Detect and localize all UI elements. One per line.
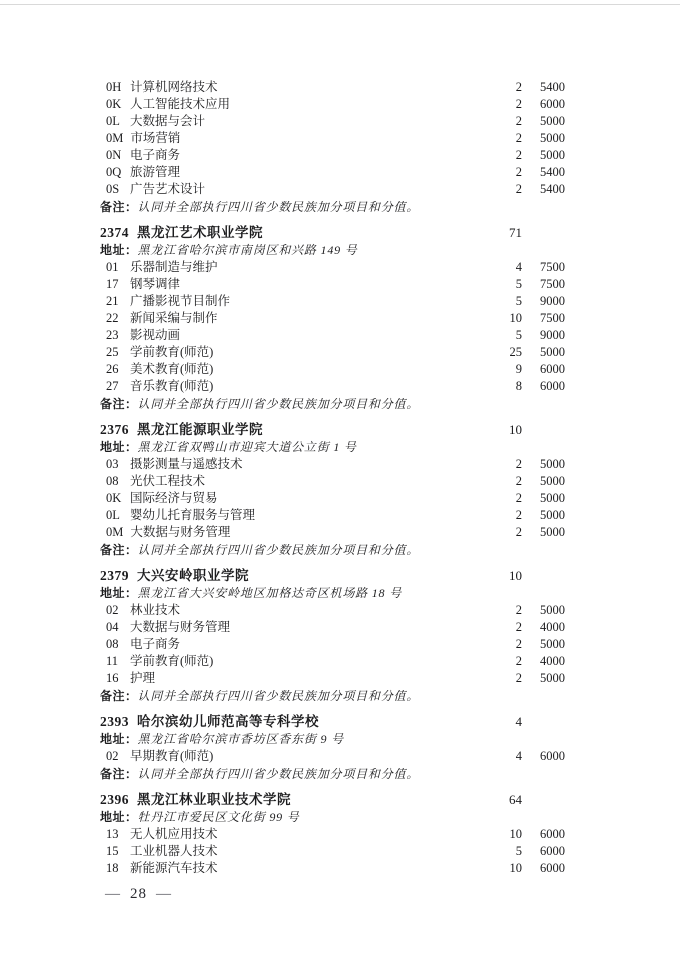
program-title (106, 826, 480, 843)
footer-right-dash: — (156, 886, 172, 902)
program-row (100, 670, 565, 687)
program-code: 22 (106, 311, 119, 325)
program-list (100, 748, 565, 765)
program-code: 0M (106, 525, 124, 539)
program-row (100, 96, 565, 113)
program-row (100, 860, 565, 877)
program-fee: 4000 (540, 654, 565, 668)
program-row (100, 181, 565, 198)
program-fee: 5000 (540, 114, 565, 128)
institution-name: 黑龙江能源职业学院 (137, 422, 263, 437)
program-code: 0Q (106, 165, 122, 179)
program-plan-count: 5 (515, 328, 522, 342)
program-title (106, 96, 480, 113)
program-code: 08 (106, 474, 119, 488)
program-name: 国际经济与贸易 (130, 491, 218, 505)
program-row (100, 147, 565, 164)
admission-plan-list (100, 79, 565, 877)
program-title (106, 79, 480, 96)
program-name: 早期教育(师范) (130, 749, 214, 763)
institution-address-row (100, 809, 565, 826)
program-row (100, 826, 565, 843)
program-row (100, 619, 565, 636)
program-list (100, 456, 565, 541)
institution-code: 2374 (100, 225, 129, 240)
program-title (106, 490, 480, 507)
institution-title (100, 567, 480, 585)
institution-header (100, 567, 565, 585)
program-name: 计算机网络技术 (130, 80, 218, 94)
program-title (106, 524, 480, 541)
program-name: 电子商务 (130, 148, 181, 162)
institution-total-count: 10 (509, 568, 522, 583)
program-title (106, 344, 480, 361)
program-code: 25 (106, 345, 119, 359)
institution-section (100, 713, 565, 783)
program-name: 钢琴调律 (130, 277, 181, 291)
program-plan-count: 4 (515, 260, 522, 274)
program-plan-count: 9 (515, 362, 522, 376)
program-code: 27 (106, 379, 119, 393)
note-value: 认同并全部执行四川省少数民族加分项目和分值。 (137, 767, 420, 781)
program-plan-count: 2 (515, 671, 522, 685)
institution-note-row (100, 541, 565, 559)
program-title (106, 636, 480, 653)
program-fee: 5000 (540, 508, 565, 522)
program-fee: 5400 (540, 182, 565, 196)
program-name: 大数据与会计 (130, 114, 206, 128)
program-name: 无人机应用技术 (130, 827, 218, 841)
program-code: 02 (106, 603, 119, 617)
institution-section (100, 421, 565, 559)
program-fee: 5000 (540, 131, 565, 145)
institution-header (100, 713, 565, 731)
program-row (100, 490, 565, 507)
program-name: 音乐教育(师范) (130, 379, 214, 393)
program-row (100, 843, 565, 860)
program-plan-count: 2 (515, 131, 522, 145)
program-title (106, 843, 480, 860)
program-code: 15 (106, 844, 119, 858)
program-name: 工业机器人技术 (130, 844, 218, 858)
program-name: 大数据与财务管理 (130, 525, 231, 539)
program-row (100, 79, 565, 96)
program-code: 0K (106, 97, 122, 111)
institution-address-row (100, 585, 565, 602)
address-label: 地址： (100, 586, 138, 600)
program-plan-count: 2 (515, 114, 522, 128)
program-list (100, 259, 565, 395)
page-number: 28 (130, 886, 147, 902)
program-plan-count: 5 (515, 294, 522, 308)
program-title (106, 293, 480, 310)
program-code: 04 (106, 620, 119, 634)
program-fee: 5000 (540, 491, 565, 505)
program-plan-count: 2 (515, 525, 522, 539)
program-title (106, 860, 480, 877)
program-title (106, 473, 480, 490)
program-row (100, 524, 565, 541)
program-code: 18 (106, 861, 119, 875)
header-fee-spacer (522, 567, 565, 585)
institution-note-row (100, 395, 565, 413)
program-name: 影视动画 (130, 328, 181, 342)
program-fee: 9000 (540, 328, 565, 342)
program-plan-count: 2 (515, 165, 522, 179)
note-value: 认同并全部执行四川省少数民族加分项目和分值。 (137, 397, 420, 411)
institution-header (100, 224, 565, 242)
program-fee: 5000 (540, 345, 565, 359)
program-name: 学前教育(师范) (130, 345, 214, 359)
program-code: 03 (106, 457, 119, 471)
program-fee: 5000 (540, 457, 565, 471)
program-plan-count: 2 (515, 97, 522, 111)
program-row (100, 130, 565, 147)
program-name: 学前教育(师范) (130, 654, 214, 668)
note-label: 备注： (100, 689, 138, 703)
program-plan-count: 2 (515, 474, 522, 488)
program-plan-count: 5 (515, 277, 522, 291)
program-code: 01 (106, 260, 119, 274)
program-title (106, 310, 480, 327)
note-label: 备注： (100, 200, 138, 214)
institution-total-count: 10 (509, 422, 522, 437)
address-label: 地址： (100, 732, 138, 746)
program-fee: 5400 (540, 80, 565, 94)
institution-code: 2379 (100, 568, 129, 583)
institution-code: 2376 (100, 422, 129, 437)
program-title (106, 130, 480, 147)
program-name: 光伏工程技术 (130, 474, 206, 488)
program-fee: 6000 (540, 379, 565, 393)
program-fee: 4000 (540, 620, 565, 634)
institution-address-row (100, 242, 565, 259)
program-code: 0L (106, 508, 120, 522)
program-row (100, 113, 565, 130)
address-value: 黑龙江省大兴安岭地区加格达奇区机场路 18 号 (137, 586, 402, 600)
program-title (106, 113, 480, 130)
program-row (100, 344, 565, 361)
program-code: 13 (106, 827, 119, 841)
program-code: 0L (106, 114, 120, 128)
page-top-edge-line (0, 4, 680, 5)
program-plan-count: 2 (515, 603, 522, 617)
program-plan-count: 2 (515, 637, 522, 651)
institution-total-count: 4 (515, 714, 522, 729)
program-title (106, 456, 480, 473)
program-title (106, 653, 480, 670)
program-title (106, 276, 480, 293)
program-title (106, 327, 480, 344)
program-plan-count: 25 (509, 345, 522, 359)
program-row (100, 293, 565, 310)
program-name: 新闻采编与制作 (130, 311, 218, 325)
institution-title (100, 791, 480, 809)
institution-total-count: 71 (509, 225, 522, 240)
institution-header (100, 421, 565, 439)
institution-title (100, 713, 480, 731)
institution-note-row (100, 687, 565, 705)
program-plan-count: 2 (515, 491, 522, 505)
program-row (100, 748, 565, 765)
program-row (100, 636, 565, 653)
program-name: 乐器制造与维护 (130, 260, 218, 274)
address-label: 地址： (100, 440, 138, 454)
program-row (100, 378, 565, 395)
institution-code: 2393 (100, 714, 129, 729)
program-fee: 6000 (540, 362, 565, 376)
program-fee: 5000 (540, 637, 565, 651)
program-list (100, 79, 565, 198)
program-row (100, 507, 565, 524)
program-plan-count: 5 (515, 844, 522, 858)
program-name: 婴幼儿托育服务与管理 (130, 508, 256, 522)
program-code: 16 (106, 671, 119, 685)
program-plan-count: 2 (515, 457, 522, 471)
program-title (106, 164, 480, 181)
program-title (106, 619, 480, 636)
program-fee: 5000 (540, 525, 565, 539)
note-label: 备注： (100, 767, 138, 781)
program-list (100, 602, 565, 687)
program-title (106, 602, 480, 619)
program-plan-count: 2 (515, 80, 522, 94)
program-title (106, 748, 480, 765)
program-fee: 5000 (540, 603, 565, 617)
program-plan-count: 2 (515, 508, 522, 522)
program-title (106, 181, 480, 198)
institution-title (100, 224, 480, 242)
program-fee: 6000 (540, 827, 565, 841)
program-title (106, 361, 480, 378)
program-fee: 6000 (540, 97, 565, 111)
institution-section (100, 791, 565, 877)
institution-address-row (100, 731, 565, 748)
program-code: 17 (106, 277, 119, 291)
program-plan-count: 2 (515, 148, 522, 162)
program-name: 林业技术 (130, 603, 181, 617)
program-code: 0N (106, 148, 122, 162)
program-code: 21 (106, 294, 119, 308)
program-plan-count: 10 (509, 827, 522, 841)
program-row (100, 276, 565, 293)
program-fee: 6000 (540, 844, 565, 858)
program-row (100, 259, 565, 276)
address-label: 地址： (100, 810, 138, 824)
institution-name: 大兴安岭职业学院 (137, 568, 249, 583)
program-code: 08 (106, 637, 119, 651)
program-plan-count: 2 (515, 182, 522, 196)
program-plan-count: 8 (515, 379, 522, 393)
program-row (100, 327, 565, 344)
institution-note-row (100, 198, 565, 216)
program-fee: 6000 (540, 749, 565, 763)
program-name: 市场营销 (130, 131, 181, 145)
program-name: 广播影视节目制作 (130, 294, 231, 308)
program-name: 旅游管理 (130, 165, 181, 179)
program-fee: 5400 (540, 165, 565, 179)
institution-code: 2396 (100, 792, 129, 807)
program-name: 美术教育(师范) (130, 362, 214, 376)
program-row (100, 164, 565, 181)
program-plan-count: 2 (515, 654, 522, 668)
note-label: 备注： (100, 543, 138, 557)
program-code: 11 (106, 654, 119, 668)
program-title (106, 670, 480, 687)
program-name: 广告艺术设计 (130, 182, 206, 196)
program-list (100, 826, 565, 877)
footer-left-dash: — (105, 886, 121, 902)
program-row (100, 361, 565, 378)
address-value: 牡丹江市爱民区文化街 99 号 (137, 810, 300, 824)
program-name: 大数据与财务管理 (130, 620, 231, 634)
program-name: 电子商务 (130, 637, 181, 651)
institution-total-count: 64 (509, 792, 522, 807)
institution-section (100, 567, 565, 705)
program-name: 新能源汽车技术 (130, 861, 218, 875)
program-row (100, 602, 565, 619)
program-fee: 7500 (540, 311, 565, 325)
program-code: 0S (106, 182, 120, 196)
institution-note-row (100, 765, 565, 783)
program-code: 0H (106, 80, 122, 94)
program-plan-count: 10 (509, 311, 522, 325)
program-code: 0K (106, 491, 122, 505)
institution-name: 黑龙江林业职业技术学院 (137, 792, 291, 807)
program-plan-count: 10 (509, 861, 522, 875)
program-fee: 7500 (540, 277, 565, 291)
institution-address-row (100, 439, 565, 456)
program-name: 护理 (130, 671, 156, 685)
program-row (100, 310, 565, 327)
institution-name: 黑龙江艺术职业学院 (137, 225, 263, 240)
address-label: 地址： (100, 243, 138, 257)
note-label: 备注： (100, 397, 138, 411)
program-code: 0M (106, 131, 124, 145)
institution-section (100, 224, 565, 413)
program-code: 23 (106, 328, 119, 342)
address-value: 黑龙江省哈尔滨市香坊区香东街 9 号 (137, 732, 344, 746)
program-title (106, 259, 480, 276)
program-fee: 5000 (540, 148, 565, 162)
program-row (100, 653, 565, 670)
program-code: 26 (106, 362, 119, 376)
header-fee-spacer (522, 421, 565, 439)
program-fee: 7500 (540, 260, 565, 274)
program-title (106, 147, 480, 164)
program-code: 02 (106, 749, 119, 763)
address-value: 黑龙江省哈尔滨市南岗区和兴路 149 号 (137, 243, 358, 257)
program-name: 摄影测量与遥感技术 (130, 457, 243, 471)
program-row (100, 473, 565, 490)
program-plan-count: 2 (515, 620, 522, 634)
program-plan-count: 4 (515, 749, 522, 763)
header-fee-spacer (522, 713, 565, 731)
note-value: 认同并全部执行四川省少数民族加分项目和分值。 (137, 543, 420, 557)
header-fee-spacer (522, 791, 565, 809)
note-value: 认同并全部执行四川省少数民族加分项目和分值。 (137, 200, 420, 214)
program-fee: 5000 (540, 671, 565, 685)
institution-section (100, 79, 565, 216)
program-title (106, 378, 480, 395)
program-fee: 6000 (540, 861, 565, 875)
institution-name: 哈尔滨幼儿师范高等专科学校 (137, 714, 319, 729)
program-title (106, 507, 480, 524)
institution-title (100, 421, 480, 439)
note-value: 认同并全部执行四川省少数民族加分项目和分值。 (137, 689, 420, 703)
program-row (100, 456, 565, 473)
page-footer (96, 885, 181, 903)
program-fee: 9000 (540, 294, 565, 308)
address-value: 黑龙江省双鸭山市迎宾大道公立街 1 号 (137, 440, 357, 454)
institution-header (100, 791, 565, 809)
header-fee-spacer (522, 224, 565, 242)
program-name: 人工智能技术应用 (130, 97, 231, 111)
program-fee: 5000 (540, 474, 565, 488)
